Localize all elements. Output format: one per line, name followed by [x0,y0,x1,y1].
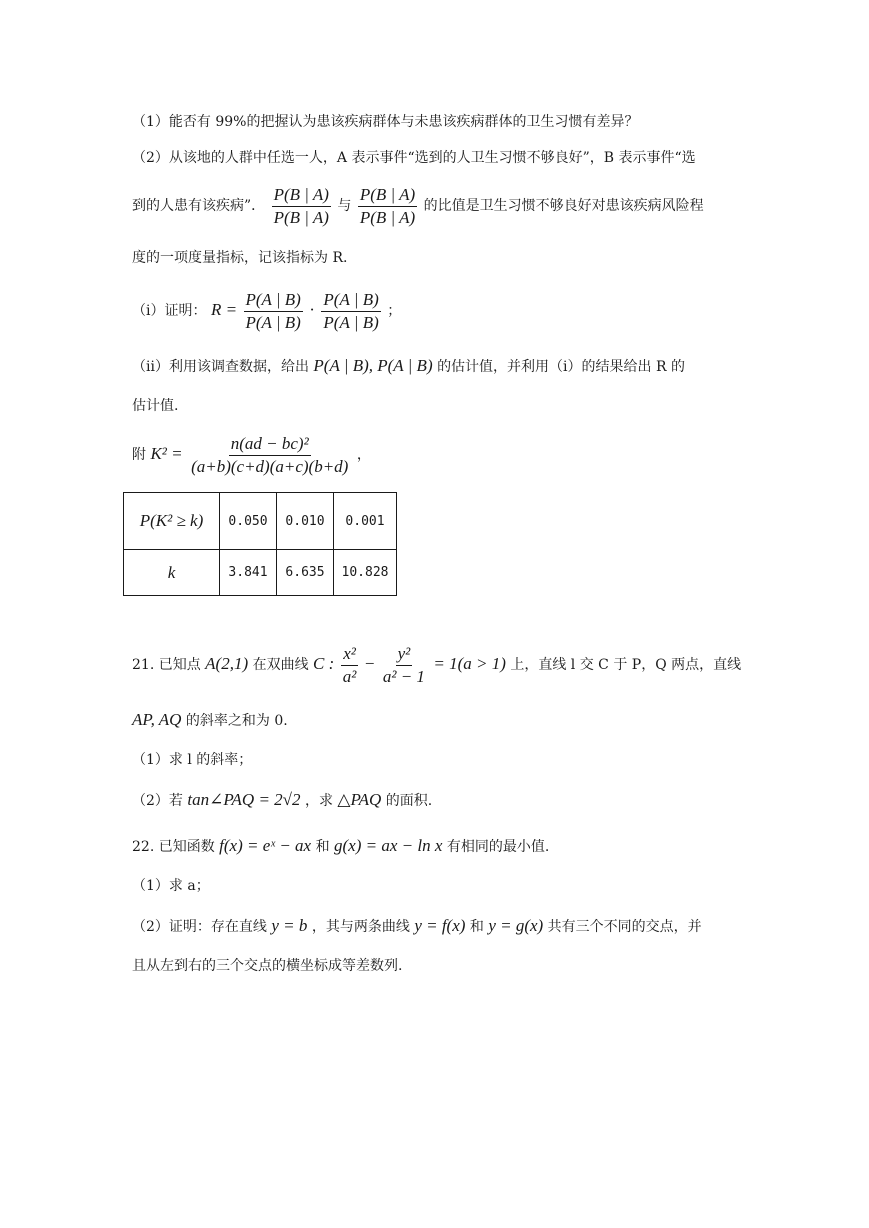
q20-part1: （1）能否有 99%的把握认为患该疾病群体与未患该疾病群体的卫生习惯有差异？ [132,114,639,130]
fraction-3-numerator: P(A | B) [244,290,303,312]
q20-part2-line2 [132,184,704,228]
q22-curve-f: y = f(x) [414,916,466,935]
formula-lhs: K² = [150,444,183,463]
formula-prefix: 附 [132,447,146,463]
q22-part2-line2: 且从左到右的三个交点的横坐标成等差数列. [132,958,403,974]
fraction-4-numerator: P(A | B) [321,290,380,312]
q22-part2-b: ，其与两条曲线 [311,919,410,935]
k2-numerator: n(ad − bc)² [229,434,311,456]
table-row [124,550,397,596]
table-cell: 0.050 [220,493,277,550]
q21-line2-text: 的斜率之和为 0. [185,713,288,729]
sub-i-label: （ⅰ）证明： [132,303,207,319]
q22-text-a: 22. 已知函数 [132,839,215,855]
q20-part2-line3: 度的一项度量指标，记该指标为 R. [132,250,348,266]
table-row [124,493,397,550]
q21-frac-x-num: x² [341,644,358,666]
q21-frac-y-num: y² [396,644,413,666]
q22-part1: （1）求 a； [132,878,210,894]
k2-formula [132,432,371,477]
q22-line1 [132,836,549,857]
formula-end: ， [356,447,371,463]
table-cell: 10.828 [334,550,397,596]
conj-yu: 与 [337,198,352,214]
q21-part2-b: ，求 [304,793,333,809]
q22-f-def: f(x) = eˣ − ax [219,836,312,855]
sub-ii-text-b: 的估计值，并利用（ⅰ）的结果给出 R 的 [437,359,685,375]
q21-text-c: 上，直线 l 交 C 于 P，Q 两点，直线 [510,657,742,673]
k2-denominator: (a+b)(c+d)(a+c)(b+d) [191,456,349,476]
fraction-1-denominator: P(B | A) [273,207,329,227]
k2-fraction [189,434,350,477]
r-equals: R = [210,300,238,319]
fraction-4-denominator: P(A | B) [323,312,379,332]
q20-part2-text-b: 的比值是卫生习惯不够良好对患该疾病风险程 [423,198,704,214]
q21-point: A(2,1) [205,654,249,673]
q22-part2 [132,916,702,937]
q21-part2 [132,790,432,811]
q21-part2-c: 的面积. [385,793,433,809]
q22-part2-a: （2）证明：存在直线 [132,919,267,935]
q22-g-def: g(x) = ax − ln x [334,836,443,855]
q21-tan: tan∠PAQ = 2√2 [187,790,301,809]
q22-part2-c: 和 [469,919,484,935]
table-cell: 6.635 [277,550,334,596]
sub-i-end: ； [387,303,402,319]
q20-part2-line1: （2）从该地的人群中任选一人，A 表示事件“选到的人卫生习惯不够良好”，B 表示事件“选 [132,150,696,166]
q22-text-b: 和 [315,839,330,855]
dot-operator: · [309,300,315,319]
sub-ii-math: P(A | B), P(A | B) [313,356,433,375]
table-header-p: P(K² ≥ k) [124,493,220,550]
fraction-2 [358,185,417,228]
table-cell: 3.841 [220,550,277,596]
q22-curve-g: y = g(x) [488,916,544,935]
table-header-k: k [124,550,220,596]
q20-sub-ii-line1 [132,356,685,377]
q21-text-b: 在双曲线 [252,657,309,673]
fraction-2-denominator: P(B | A) [359,207,416,227]
q21-triangle: △PAQ [337,790,382,809]
table-cell: 0.001 [334,493,397,550]
fraction-1 [272,185,331,228]
q21-part1: （1）求 l 的斜率； [132,752,253,768]
q21-line1 [132,642,741,687]
q22-text-c: 有相同的最小值. [446,839,550,855]
q20-sub-i [132,288,401,333]
fraction-4 [321,290,380,333]
q21-curve-c: C : [313,654,335,673]
table-cell: 0.010 [277,493,334,550]
fraction-3-denominator: P(A | B) [245,312,301,332]
q21-line2 [132,710,288,731]
q21-eq-one: = 1(a > 1) [433,654,506,673]
fraction-3 [244,290,303,333]
q20-part2-text-a: 到的人患有该疾病”． [132,198,266,214]
q20-sub-ii-line2: 估计值. [132,398,179,414]
q21-frac-x-den: a² [342,666,357,686]
q21-frac-x [341,644,359,687]
critical-value-table [123,492,397,596]
sub-ii-text-a: （ⅱ）利用该调查数据，给出 [132,359,309,375]
q21-part2-a: （2）若 [132,793,183,809]
q21-ap-aq: AP, AQ [132,710,182,729]
q22-part2-d: 共有三个不同的交点，并 [547,919,702,935]
fraction-1-numerator: P(B | A) [272,185,331,207]
fraction-2-numerator: P(B | A) [358,185,417,207]
q21-frac-y-den: a² − 1 [382,666,425,686]
q22-line-y: y = b [271,916,308,935]
q21-frac-y [381,644,427,687]
q21-minus: − [364,654,375,673]
q21-text-a: 21. 已知点 [132,657,201,673]
